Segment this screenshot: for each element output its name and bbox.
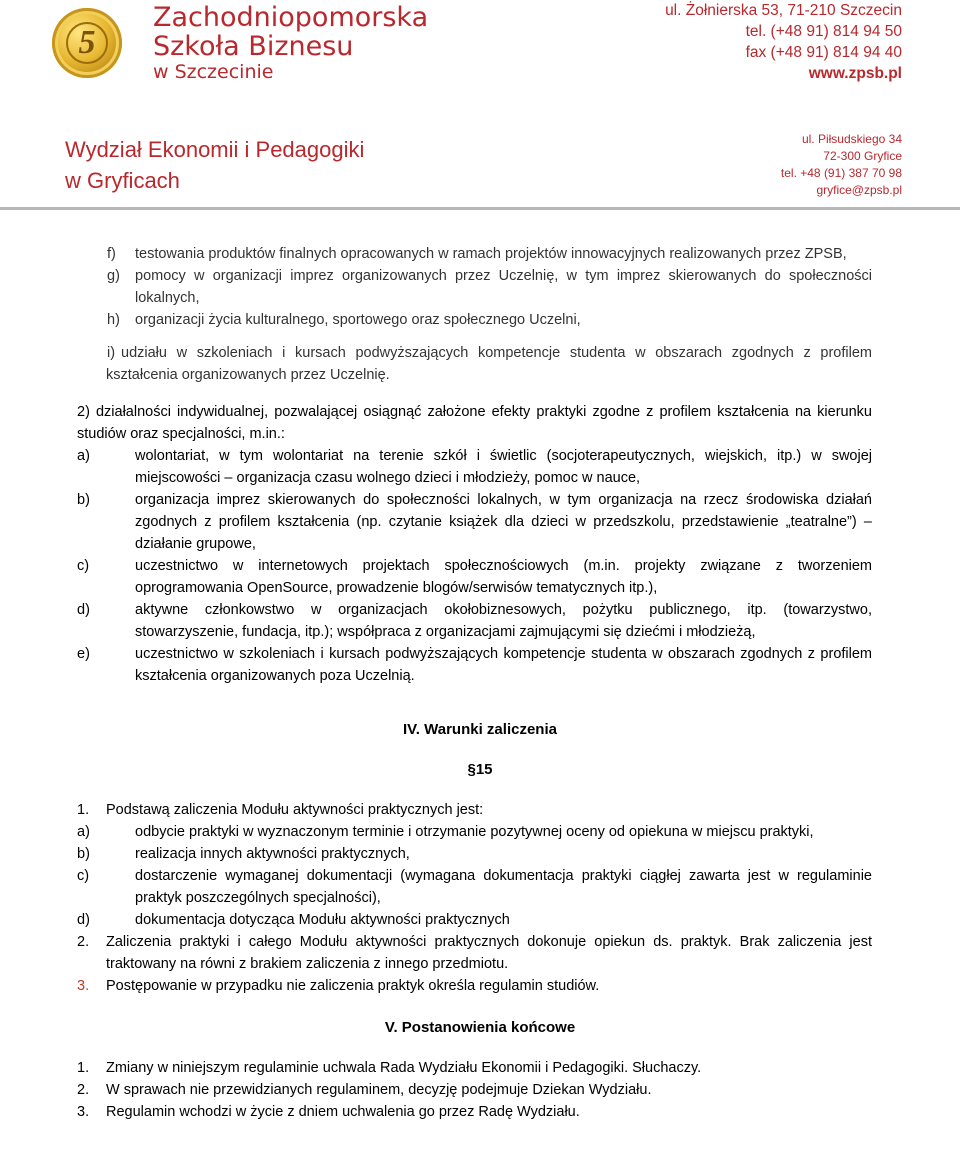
list-item — [0, 909, 960, 931]
list-item — [0, 445, 960, 489]
list-marker: 2. — [77, 1082, 90, 1098]
branch-city: 72-300 Gryfice — [823, 149, 902, 163]
seal-emblem: 5 — [66, 22, 108, 64]
branch-email: gryfice@zpsb.pl — [816, 183, 902, 197]
list-text: uczestnictwo w szkoleniach i kursach podwyższających kompetencje studenta w obszarach zgodnych z profilem kształcenia organizowanych poza Uczelnią. — [135, 646, 872, 684]
list-marker: 3. — [77, 978, 90, 994]
list-item — [0, 599, 960, 643]
school-address: ul. Żołnierska 53, 71-210 Szczecin — [665, 2, 902, 19]
list-item — [0, 555, 960, 599]
faculty-line2: w Gryficach — [65, 168, 180, 193]
branch-address: ul. Piłsudskiego 34 — [801, 132, 902, 146]
section-heading-v: V. Postanowienia końcowe — [384, 1019, 576, 1036]
list-text: Regulamin wchodzi w życie z dniem uchwalenia go przez Radę Wydziału. — [106, 1104, 580, 1120]
branch-contact — [781, 131, 902, 199]
list-item — [0, 821, 960, 843]
list-text: Postępowanie w przypadku nie zaliczenia praktyk określa regulamin studiów. — [106, 978, 600, 994]
list-item — [0, 1057, 960, 1079]
section-v-list — [0, 1057, 960, 1123]
list-text: Podstawą zaliczenia Modułu aktywności praktycznych jest: — [106, 802, 484, 818]
list-text: realizacja innych aktywności praktycznych, — [135, 846, 410, 862]
list-item — [0, 342, 960, 386]
list-text: Zaliczenia praktyki i całego Modułu aktywności praktycznych dokonuje opiekun ds. praktyk. Brak zaliczenia jest traktowany na równi z brakiem zaliczenia z innego przedmiotu. — [106, 934, 872, 972]
list-text: pomocy w organizacji imprez organizowanych przez Uczelnię, w tym imprez skierowanych do społeczności lokalnych, — [135, 268, 872, 306]
list-marker: e) — [77, 646, 90, 662]
school-contact — [665, 0, 902, 84]
list-text: organizacji życia kulturalnego, sportowego oraz społecznego Uczelni, — [135, 312, 581, 328]
list-text: wolontariat, w tym wolontariat na terenie szkół i świetlic (socjoterapeutycznych, wiejskich, itp.) w swojej miejscowości – organizacja czasu wolnego dzieci i młodzieży, pomoc w nauce, — [135, 448, 872, 486]
branch-tel: tel. +48 (91) 387 70 98 — [780, 166, 902, 180]
list-marker: 1. — [77, 1060, 90, 1076]
list-marker: d) — [77, 912, 90, 928]
list-item — [0, 843, 960, 865]
list-item — [0, 1079, 960, 1101]
list-item — [0, 799, 960, 821]
section-iv-list — [0, 799, 960, 997]
list-item — [0, 975, 960, 997]
list-marker: i) — [107, 345, 116, 361]
paragraph-individual-activity: 2) działalności indywidualnej, pozwalającej osiągnąć założone efekty praktyki zgodne z profilem kształcenia na kierunku studiów oraz specjalności, m.in.: — [77, 404, 872, 442]
list-group-2 — [0, 445, 960, 687]
list-marker: h) — [107, 312, 120, 328]
list-item — [0, 265, 960, 309]
list-item — [0, 243, 960, 265]
list-group-1 — [0, 243, 960, 386]
list-item — [0, 931, 960, 975]
letterhead — [0, 0, 960, 210]
list-text: dokumentacja dotycząca Modułu aktywności praktycznych — [135, 912, 510, 928]
list-marker: c) — [77, 868, 90, 884]
list-item — [0, 1101, 960, 1123]
list-text: organizacja imprez skierowanych do społeczności lokalnych, w tym organizacja na rzecz środowiska działań zgodnych z profilem kształcenia (np. czytanie książek dla dzieci w przedszkolu, przedstawienie „teatralne”) – działanie grupowe, — [135, 492, 872, 552]
school-tel: tel. (+48 91) 814 94 50 — [745, 23, 902, 40]
list-marker: 2. — [77, 934, 90, 950]
school-seal-logo — [52, 8, 122, 78]
list-marker: 3. — [77, 1104, 90, 1120]
list-text: dostarczenie wymaganej dokumentacji (wymagana dokumentacja praktyki ciągłej zawarta jest w regulaminie praktyk poszczególnych specjalności), — [135, 868, 872, 906]
faculty-line1: Wydział Ekonomii i Pedagogiki — [65, 137, 365, 162]
list-marker: f) — [107, 246, 116, 262]
school-name-line3: w Szczecinie — [153, 61, 274, 83]
list-marker: c) — [77, 558, 90, 574]
list-text: uczestnictwo w internetowych projektach społecznościowych (m.in. projekty związane z tworzeniem oprogramowania OpenSource, prowadzenie blogów/serwisów tematycznych itp.), — [135, 558, 872, 596]
list-item — [0, 643, 960, 687]
header-divider — [0, 207, 960, 210]
list-text: W sprawach nie przewidzianych regulaminem, decyzję podejmuje Dziekan Wydziału. — [106, 1082, 652, 1098]
school-name-line1: Zachodniopomorska — [153, 2, 429, 33]
list-text: testowania produktów finalnych opracowanych w ramach projektów innowacyjnych realizowanych przez ZPSB, — [135, 246, 847, 262]
list-marker: a) — [77, 824, 90, 840]
list-marker: b) — [77, 492, 90, 508]
list-marker: b) — [77, 846, 90, 862]
school-name — [153, 4, 428, 82]
list-text: aktywne członkowstwo w organizacjach okołobiznesowych, pożytku publicznego, itp. (towarzystwo, stowarzyszenie, fundacja, itp.); współpraca z organizacjami zajmującymi się dziećmi i młodzieżą, — [135, 602, 872, 640]
section-heading-iv: IV. Warunki zaliczenia — [403, 721, 557, 738]
list-marker: d) — [77, 602, 90, 618]
school-website: www.zpsb.pl — [808, 65, 902, 82]
list-item — [0, 489, 960, 555]
faculty-name — [65, 134, 364, 196]
list-marker: 1. — [77, 802, 90, 818]
list-item — [0, 309, 960, 331]
list-marker: g) — [107, 268, 120, 284]
list-text: udziału w szkoleniach i kursach podwyższających kompetencje studenta w obszarach zgodnych z profilem kształcenia organizowanych przez Uczelnię. — [106, 345, 872, 383]
document-body — [0, 243, 960, 1123]
paragraph-number: §15 — [467, 761, 493, 778]
list-marker: a) — [77, 448, 90, 464]
school-fax: fax (+48 91) 814 94 40 — [745, 44, 902, 61]
school-name-line2: Szkoła Biznesu — [153, 31, 354, 62]
list-text: Zmiany w niniejszym regulaminie uchwala Rada Wydziału Ekonomii i Pedagogiki. Słuchaczy. — [106, 1060, 702, 1076]
list-item — [0, 865, 960, 909]
list-text: odbycie praktyki w wyznaczonym terminie i otrzymanie pozytywnej oceny od opiekuna w miejscu praktyki, — [135, 824, 814, 840]
